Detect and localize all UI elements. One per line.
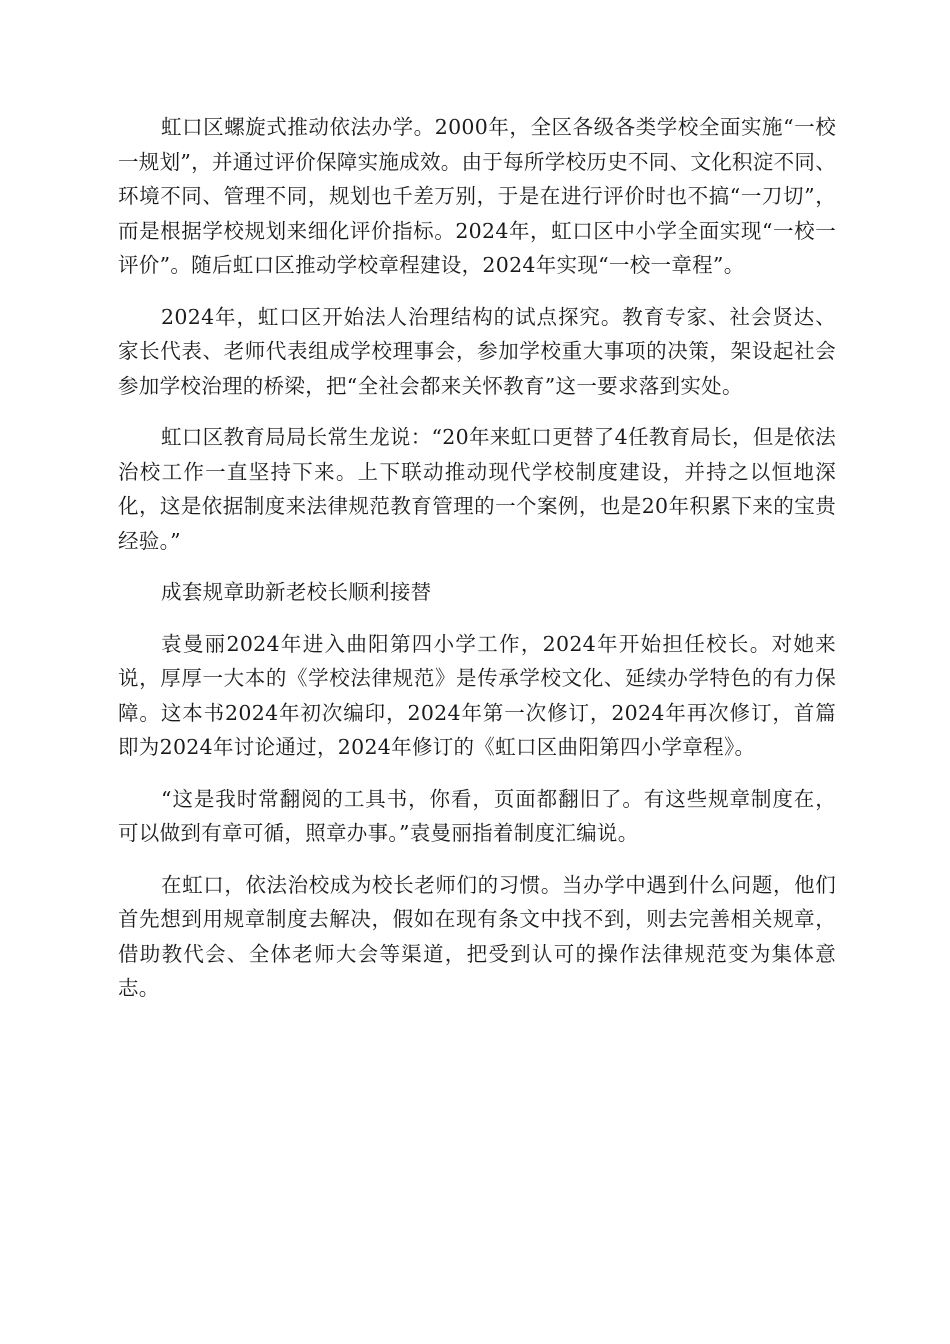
paragraph-6: 在虹口，依法治校成为校长老师们的习惯。当办学中遇到什么问题，他们首先想到用规章制度去解决，假如在现有条文中找不到，则去完善相关规章，借助教代会、全体老师大会等渠道，把受到认可的操作法律规范变为集体意志。 bbox=[118, 872, 836, 1000]
paragraph-1: 虹口区螺旋式推动依法办学。2000年，全区各级各类学校全面实施“一校一规划”，并通过评价保障实施成效。由于每所学校历史不同、文化积淀不同、环境不同、管理不同，规划也千差万别，于是在进行评价时也不搞“一刀切”，而是根据学校规划来细化评价指标。2024年，虹口区中小学全面实现“一校一评价”。随后虹口区推动学校章程建设，2024年实现“一校一章程”。 bbox=[118, 115, 836, 277]
paragraph-3: 虹口区教育局局长常生龙说：“20年来虹口更替了4任教育局长，但是依法治校工作一直坚持下来。上下联动推动现代学校制度建设，并持之以恒地深化，这是依据制度来法律规范教育管理的一个案例，也是20年积累下来的宝贵经验。” bbox=[118, 425, 836, 553]
paragraph-4: 袁曼丽2024年进入曲阳第四小学工作，2024年开始担任校长。对她来说，厚厚一大本的《学校法律规范》是传承学校文化、延续办学特色的有力保障。这本书2024年初次编印，2024年第一次修订，2024年再次修订，首篇即为2024年讨论通过，2024年修订的《虹口区曲阳第四小学章程》。 bbox=[118, 631, 836, 759]
section-heading: 成套规章助新老校长顺利接替 bbox=[161, 580, 432, 604]
document-body bbox=[118, 110, 836, 1023]
paragraph-5: “这是我时常翻阅的工具书，你看，页面都翻旧了。有这些规章制度在，可以做到有章可循，照章办事。”袁曼丽指着制度汇编说。 bbox=[118, 786, 836, 845]
paragraph-2: 2024年，虹口区开始法人治理结构的试点探究。教育专家、社会贤达、家长代表、老师代表组成学校理事会，参加学校重大事项的决策，架设起社会参加学校治理的桥梁，把“全社会都来关怀教育”这一要求落到实处。 bbox=[118, 304, 836, 398]
